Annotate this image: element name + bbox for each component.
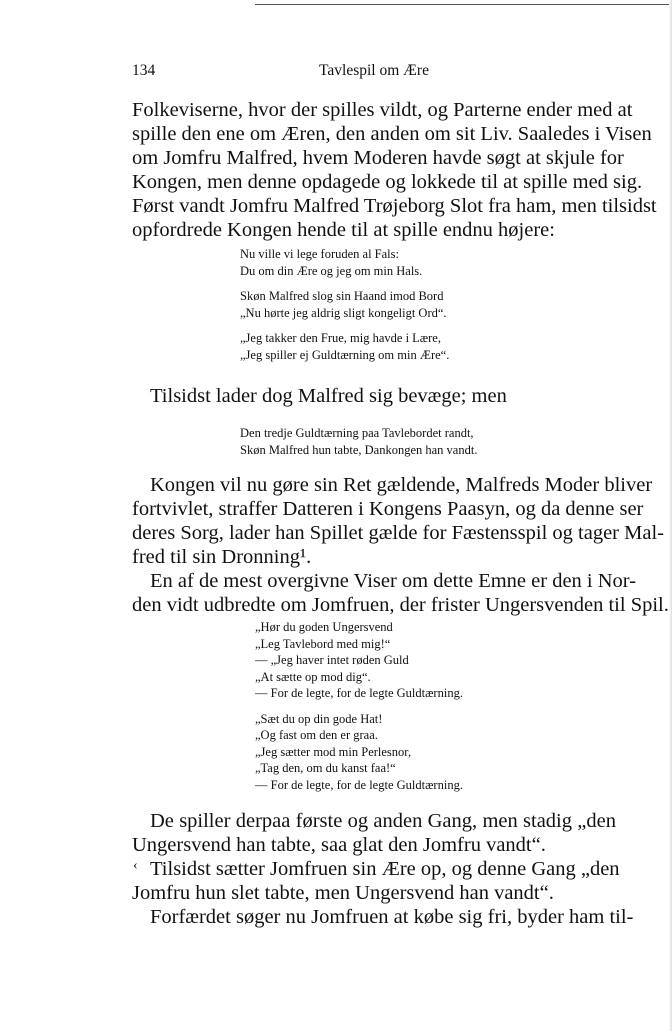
paragraph-2 — [132, 384, 616, 408]
page-header — [132, 62, 616, 84]
verse-line: „Jeg takker den Frue, mig havde i Lære, — [240, 331, 441, 345]
paragraph-4 — [132, 809, 634, 929]
verse-line: — For de legte, for de legte Guldtærning. — [255, 777, 463, 792]
verse-block-1 — [240, 246, 449, 363]
verse-line: „Tag den, om du kanst faa!“ — [255, 761, 396, 775]
text-line: om Jomfru Malfred, hvem Moderen havde søgt at skjule for — [132, 147, 624, 169]
verse-line: Du om din Ære og jeg om min Hals. — [240, 263, 423, 278]
text-line: En af de mest overgivne Viser om dette Emne er den i Nor- — [150, 570, 637, 592]
text-line: fred til sin Dronning¹. — [132, 546, 312, 568]
text-line: opfordrede Kongen hende til at spille endnu højere: — [132, 219, 555, 241]
text-line: deres Sorg, lader han Spillet gælde for Fæstensspil og tager Mal- — [132, 522, 664, 544]
text-line: fortvivlet, straffer Datteren i Kongens Paasyn, og da denne ser — [132, 498, 644, 520]
verse-line: „Nu hørte jeg aldrig sligt kongeligt Ord“. — [240, 305, 447, 320]
verse-line: „Jeg spiller ej Guldtærning om min Ære“. — [240, 347, 450, 362]
verse-line: Den tredje Guldtærning paa Tavlebordet randt, — [240, 426, 474, 440]
verse-line: „Sæt du op din gode Hat! — [255, 711, 383, 726]
text-line: Først vandt Jomfru Malfred Trøjeborg Slot fra ham, men tilsidst — [132, 195, 657, 217]
text-line: Kongen vil nu gøre sin Ret gældende, Malfreds Moder bliver — [150, 474, 653, 496]
verse-block-2 — [240, 425, 477, 458]
verse-line: „Jeg sætter mod min Perlesnor, — [255, 744, 412, 759]
margin-mark: ‹ — [133, 858, 138, 873]
running-title: Tavlespil om Ære — [319, 62, 429, 79]
verse-block-3 — [255, 619, 463, 793]
page-number: 134 — [132, 62, 156, 79]
text-line: Tilsidst lader dog Malfred sig bevæge; men — [150, 385, 507, 407]
verse-line: „Hør du goden Ungersvend — [255, 620, 393, 634]
text-line: Kongen, men denne opdagede og lokkede til at spille med sig. — [132, 171, 643, 193]
paragraph-3 — [132, 473, 669, 617]
verse-line: Nu ville vi lege foruden al Fals: — [240, 247, 399, 261]
verse-line: „Leg Tavlebord med mig!“ — [255, 636, 391, 651]
verse-line: „Og fast om den er graa. — [255, 728, 378, 742]
text-line: spille den ene om Æren, den anden om sit Liv. Saaledes i Visen — [132, 123, 652, 145]
text-line: De spiller derpaa første og anden Gang, men stadig „den — [150, 810, 616, 832]
text-line: Tilsidst sætter Jomfruen sin Ære op, og denne Gang „den — [150, 858, 620, 880]
top-rule — [255, 4, 672, 5]
text-line: Forfærdet søger nu Jomfruen at købe sig fri, byder ham til- — [150, 906, 634, 928]
text-line: Jomfru hun slet tabte, men Ungersvend han vandt“. — [132, 882, 554, 904]
verse-line: — „Jeg haver intet røden Guld — [255, 653, 409, 667]
text-line: Folkeviserne, hvor der spilles vildt, og Parterne ender med at — [132, 99, 633, 121]
verse-line: Skøn Malfred hun tabte, Dankongen han vandt. — [240, 442, 478, 457]
verse-line: — For de legte, for de legte Guldtærning. — [255, 686, 463, 700]
paragraph-1 — [132, 98, 657, 242]
text-line: Ungersvend han tabte, saa glat den Jomfru vandt“. — [132, 834, 546, 856]
text-line: den vidt udbredte om Jomfruen, der frister Ungersvenden til Spil. — [132, 594, 669, 616]
verse-line: Skøn Malfred slog sin Haand imod Bord — [240, 289, 444, 303]
verse-line: „At sætte op mod dig“. — [255, 669, 371, 684]
